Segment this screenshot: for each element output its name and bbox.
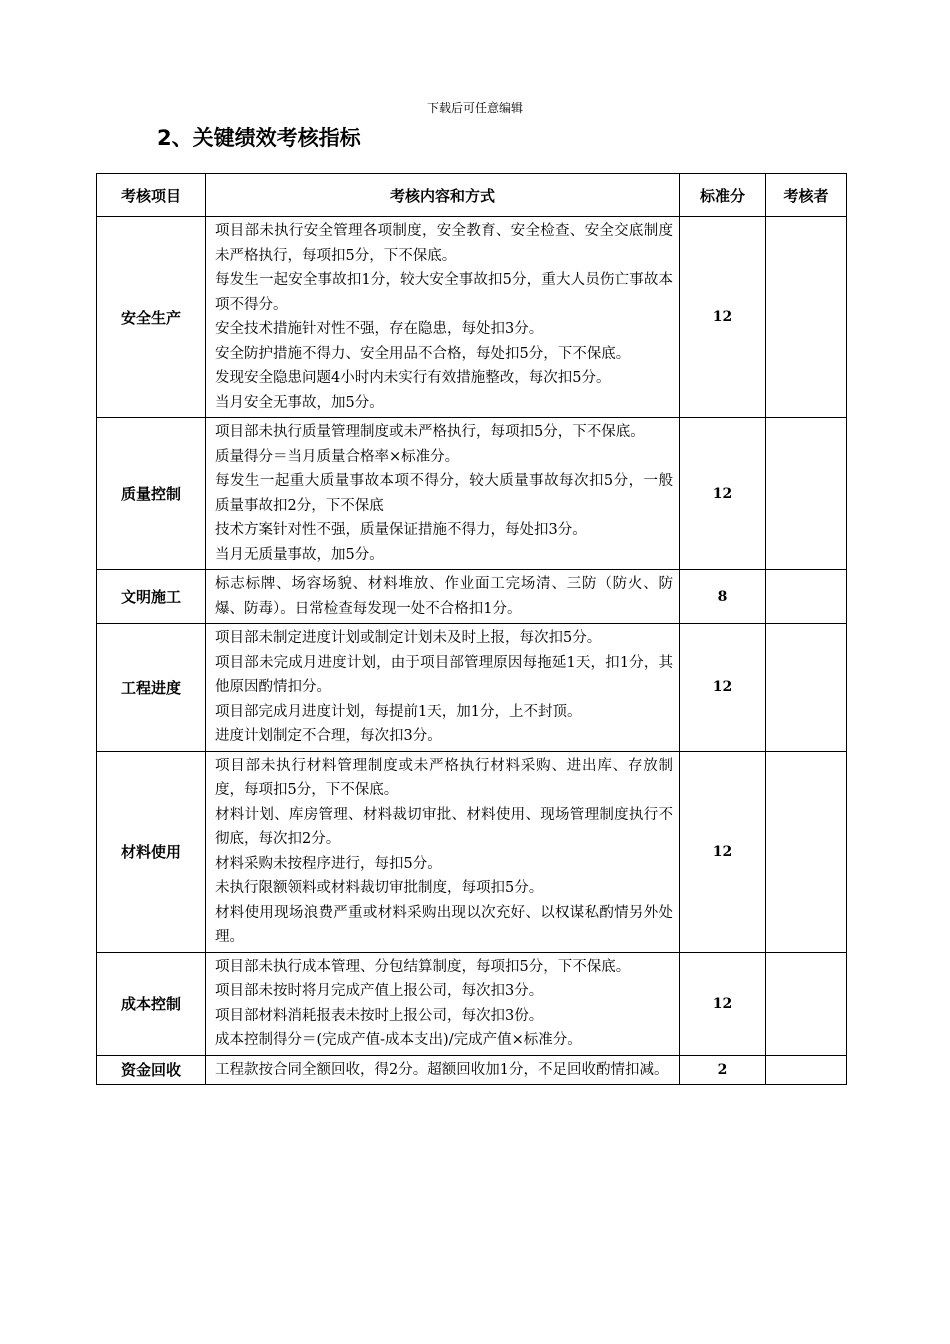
row-assessor — [766, 217, 847, 418]
table-row — [97, 624, 847, 752]
row-assessor — [766, 1055, 847, 1085]
content-line: 安全技术措施针对性不强，存在隐患，每处扣3分。 — [215, 321, 544, 337]
header-category: 考核项目 — [97, 174, 206, 217]
content-line: 材料使用现场浪费严重或材料采购出现以次充好、以权谋私酌情另外处理。 — [215, 904, 673, 945]
content-line: 发现安全隐患问题4小时内未实行有效措施整改，每次扣5分。 — [215, 370, 611, 386]
content-line: 当月无质量事故，加5分。 — [215, 546, 384, 563]
content-line: 标志标牌、场容场貌、材料堆放、作业面工完场清、三防（防火、防爆、防毒）。日常检查每发现一处不合格扣1分。 — [215, 576, 673, 617]
row-content — [206, 570, 680, 624]
row-content — [206, 952, 680, 1055]
content-line: 项目部完成月进度计划，每提前1天，加1分，上不封顶。 — [215, 703, 582, 720]
content-line: 未执行限额领料或材料裁切审批制度，每项扣5分。 — [215, 880, 544, 896]
row-score: 12 — [680, 418, 766, 570]
row-score: 12 — [680, 217, 766, 418]
content-line: 成本控制得分＝(完成产值-成本支出)/完成产值×标准分。 — [215, 1032, 582, 1048]
row-content — [206, 1055, 680, 1085]
section-title: 2、关键绩效考核指标 — [157, 126, 361, 150]
content-line: 每发生一起重大质量事故本项不得分，较大质量事故每次扣5分，一般质量事故扣2分，下不保底 — [215, 473, 673, 514]
row-assessor — [766, 418, 847, 570]
table-row — [97, 1055, 847, 1085]
row-score: 12 — [680, 624, 766, 752]
content-line: 项目部未按时将月完成产值上报公司，每次扣3分。 — [215, 983, 544, 999]
row-category: 资金回收 — [97, 1055, 206, 1085]
row-category: 材料使用 — [97, 751, 206, 952]
content-line: 项目部未完成月进度计划，由于项目部管理原因每拖延1天，扣1分，其他原因酌情扣分。 — [215, 654, 673, 695]
table-row — [97, 751, 847, 952]
row-score: 12 — [680, 751, 766, 952]
content-line: 每发生一起安全事故扣1分，较大安全事故扣5分，重大人员伤亡事故本项不得分。 — [215, 272, 673, 313]
row-assessor — [766, 751, 847, 952]
row-category: 质量控制 — [97, 418, 206, 570]
content-line: 项目部未执行质量管理制度或未严格执行，每项扣5分，下不保底。 — [215, 424, 645, 440]
table-row — [97, 418, 847, 570]
header-content: 考核内容和方式 — [206, 174, 680, 217]
table-row — [97, 217, 847, 418]
kpi-table — [96, 173, 847, 1085]
content-line: 技术方案针对性不强，质量保证措施不得力，每处扣3分。 — [215, 522, 587, 538]
content-line: 工程款按合同全额回收，得2分。超额回收加1分，不足回收酌情扣减。 — [215, 1061, 669, 1078]
row-assessor — [766, 952, 847, 1055]
content-line: 项目部未执行安全管理各项制度，安全教育、安全检查、安全交底制度未严格执行，每项扣5分，下不保底。 — [215, 223, 673, 264]
row-category: 工程进度 — [97, 624, 206, 752]
row-assessor — [766, 570, 847, 624]
row-category: 成本控制 — [97, 952, 206, 1055]
row-content — [206, 751, 680, 952]
content-line: 质量得分＝当月质量合格率×标准分。 — [215, 448, 460, 465]
header-assessor: 考核者 — [766, 174, 847, 217]
row-score: 8 — [680, 570, 766, 624]
header-score: 标准分 — [680, 174, 766, 217]
content-line: 项目部未执行成本管理、分包结算制度，每项扣5分，下不保底。 — [215, 958, 631, 975]
content-line: 材料计划、库房管理、材料裁切审批、材料使用、现场管理制度执行不彻底，每次扣2分。 — [215, 806, 673, 847]
content-line: 当月安全无事故，加5分。 — [215, 394, 384, 411]
row-category: 安全生产 — [97, 217, 206, 418]
content-line: 项目部材料消耗报表未按时上报公司，每次扣3份。 — [215, 1007, 544, 1024]
row-score: 12 — [680, 952, 766, 1055]
table-row — [97, 570, 847, 624]
row-score: 2 — [680, 1055, 766, 1085]
table-row — [97, 952, 847, 1055]
content-line: 项目部未执行材料管理制度或未严格执行材料采购、进出库、存放制度，每项扣5分，下不保底。 — [215, 757, 673, 798]
row-content — [206, 217, 680, 418]
content-line: 项目部未制定进度计划或制定计划未及时上报，每次扣5分。 — [215, 630, 602, 646]
content-line: 安全防护措施不得力、安全用品不合格，每处扣5分，下不保底。 — [215, 345, 631, 362]
row-assessor — [766, 624, 847, 752]
row-category: 文明施工 — [97, 570, 206, 624]
table-body — [97, 217, 847, 1085]
content-line: 材料采购未按程序进行，每扣5分。 — [215, 855, 442, 872]
content-line: 进度计划制定不合理，每次扣3分。 — [215, 728, 442, 744]
table-header-row — [97, 174, 847, 217]
row-content — [206, 418, 680, 570]
row-content — [206, 624, 680, 752]
header-note: 下载后可任意编辑 — [426, 101, 523, 115]
